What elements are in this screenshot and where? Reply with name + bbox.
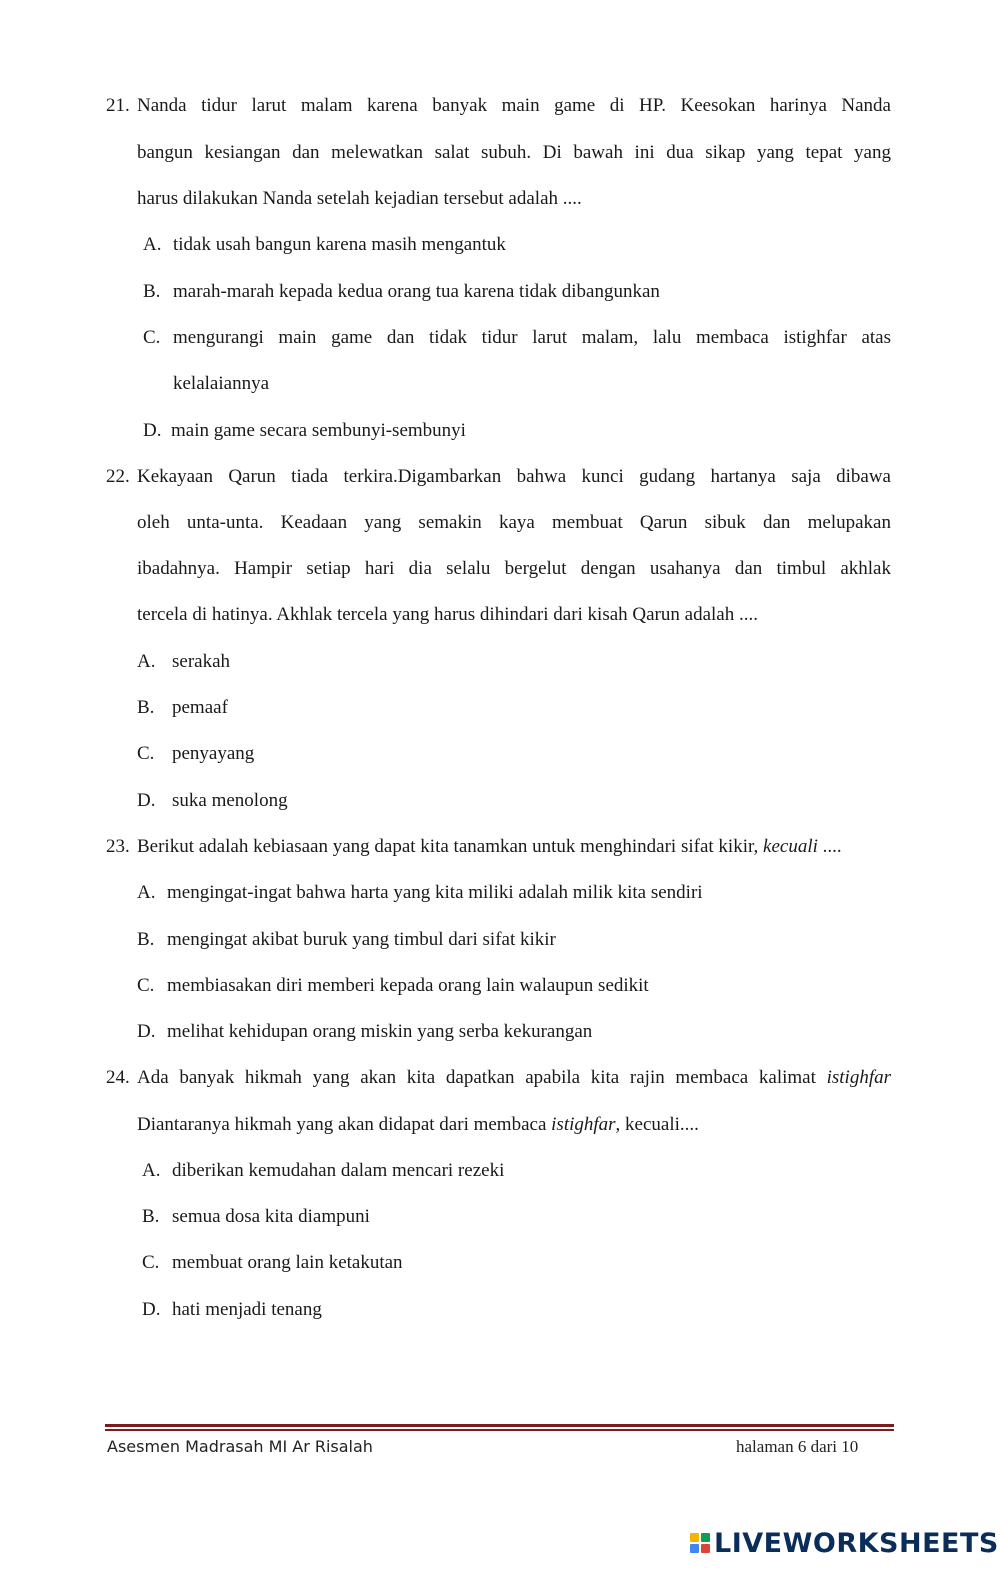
question-21-option-d-letter: D. — [143, 420, 162, 441]
question-24-option-c-text: membuat orang lain ketakutan — [172, 1252, 403, 1273]
question-24-stem-line-1-italic: istighfar — [826, 1067, 891, 1088]
question-21-option-c-letter: C. — [143, 327, 161, 348]
question-24-option-c-letter: C. — [142, 1252, 160, 1273]
question-22-option-a-text: serakah — [172, 651, 231, 672]
logo-square-3 — [690, 1544, 699, 1553]
question-23-option-a-letter: A. — [137, 882, 156, 903]
question-22-option-d-text: suka menolong — [172, 790, 288, 811]
question-23-option-b-letter: B. — [137, 929, 155, 950]
question-24-stem-line-2-end: , kecuali.... — [615, 1114, 699, 1135]
question-21-number: 21. — [106, 95, 130, 116]
question-21-option-a-text: tidak usah bangun karena masih mengantuk — [173, 234, 506, 255]
footer-rule-thin — [105, 1429, 894, 1431]
question-22-stem-line-1: Kekayaan Qarun tiada terkira.Digambarkan bahwa kunci gudang hartanya saja dibawa — [137, 466, 891, 487]
logo-square-4 — [701, 1544, 710, 1553]
question-22-option-b-letter: B. — [137, 697, 155, 718]
question-22-option-d-letter: D. — [137, 790, 156, 811]
question-22-number: 22. — [106, 466, 130, 487]
question-23-option-c-letter: C. — [137, 975, 155, 996]
liveworksheets-watermark — [690, 1527, 999, 1559]
question-23-stem-end: .... — [817, 836, 842, 857]
question-23-stem-text: Berikut adalah kebiasaan yang dapat kita tanamkan untuk menghindari sifat kikir, — [137, 836, 764, 857]
question-24-stem-line-2-text: Diantaranya hikmah yang akan didapat dari membaca — [137, 1114, 552, 1135]
question-22-stem-line-4: tercela di hatinya. Akhlak tercela yang harus dihindari dari kisah Qarun adalah .... — [137, 604, 758, 625]
footer-page-number: halaman 6 dari 10 — [736, 1437, 859, 1456]
logo-square-2 — [701, 1533, 710, 1542]
question-24-stem-line-1-text: Ada banyak hikmah yang akan kita dapatkan apabila kita rajin membaca kalimat — [137, 1067, 827, 1088]
question-23-stem-italic: kecuali — [763, 836, 818, 857]
question-21-option-d-text: main game secara sembunyi-sembunyi — [171, 420, 466, 441]
question-23-option-b-text: mengingat akibat buruk yang timbul dari sifat kikir — [167, 929, 556, 950]
question-21-stem-line-2: bangun kesiangan dan melewatkan salat subuh. Di bawah ini dua sikap yang tepat yang — [137, 142, 891, 163]
question-24-stem-line-2-italic: istighfar — [551, 1114, 616, 1135]
question-22-option-c-text: penyayang — [172, 743, 255, 764]
question-22-stem-line-2: oleh unta-unta. Keadaan yang semakin kaya membuat Qarun sibuk dan melupakan — [137, 512, 891, 533]
question-22-option-b-text: pemaaf — [172, 697, 228, 718]
question-24-option-b-letter: B. — [142, 1206, 160, 1227]
question-24-option-d-letter: D. — [142, 1299, 161, 1320]
logo-square-1 — [690, 1533, 699, 1542]
question-23-number: 23. — [106, 836, 130, 857]
question-21-stem-line-3: harus dilakukan Nanda setelah kejadian tersebut adalah .... — [137, 188, 582, 209]
question-24-stem-line-1 — [137, 1066, 891, 1090]
question-22-option-a-letter: A. — [137, 651, 156, 672]
question-23-option-d-letter: D. — [137, 1021, 156, 1042]
question-24-option-b-text: semua dosa kita diampuni — [172, 1206, 370, 1227]
question-21-option-c-text: mengurangi main game dan tidak tidur larut malam, lalu membaca istighfar atas — [173, 327, 891, 348]
liveworksheets-logo-icon — [690, 1533, 710, 1553]
question-21-option-b-text: marah-marah kepada kedua orang tua karena tidak dibangunkan — [173, 281, 660, 302]
question-22-option-c-letter: C. — [137, 743, 155, 764]
question-24-number: 24. — [106, 1067, 130, 1088]
question-24-stem-line-2 — [137, 1113, 699, 1137]
liveworksheets-wordmark: LIVEWORKSHEETS — [714, 1527, 999, 1559]
question-24-option-a-text: diberikan kemudahan dalam mencari rezeki — [172, 1160, 505, 1181]
question-21-option-b-letter: B. — [143, 281, 161, 302]
question-21-stem-line-1: Nanda tidur larut malam karena banyak main game di HP. Keesokan harinya Nanda — [137, 95, 891, 116]
question-23-stem — [137, 835, 842, 859]
footer-rule-thick — [105, 1424, 894, 1427]
question-24-option-a-letter: A. — [142, 1160, 161, 1181]
question-23-option-a-text: mengingat-ingat bahwa harta yang kita miliki adalah milik kita sendiri — [167, 882, 703, 903]
question-24-option-d-text: hati menjadi tenang — [172, 1299, 322, 1320]
question-21-option-a-letter: A. — [143, 234, 162, 255]
question-22-stem-line-3: ibadahnya. Hampir setiap hari dia selalu bergelut dengan usahanya dan timbul akhlak — [137, 558, 891, 579]
question-23-option-c-text: membiasakan diri memberi kepada orang lain walaupun sedikit — [167, 975, 649, 996]
question-23-option-d-text: melihat kehidupan orang miskin yang serba kekurangan — [167, 1021, 593, 1042]
footer-school-name: Asesmen Madrasah MI Ar Risalah — [107, 1437, 373, 1456]
question-21-option-c-text-cont: kelalaiannya — [173, 373, 270, 394]
